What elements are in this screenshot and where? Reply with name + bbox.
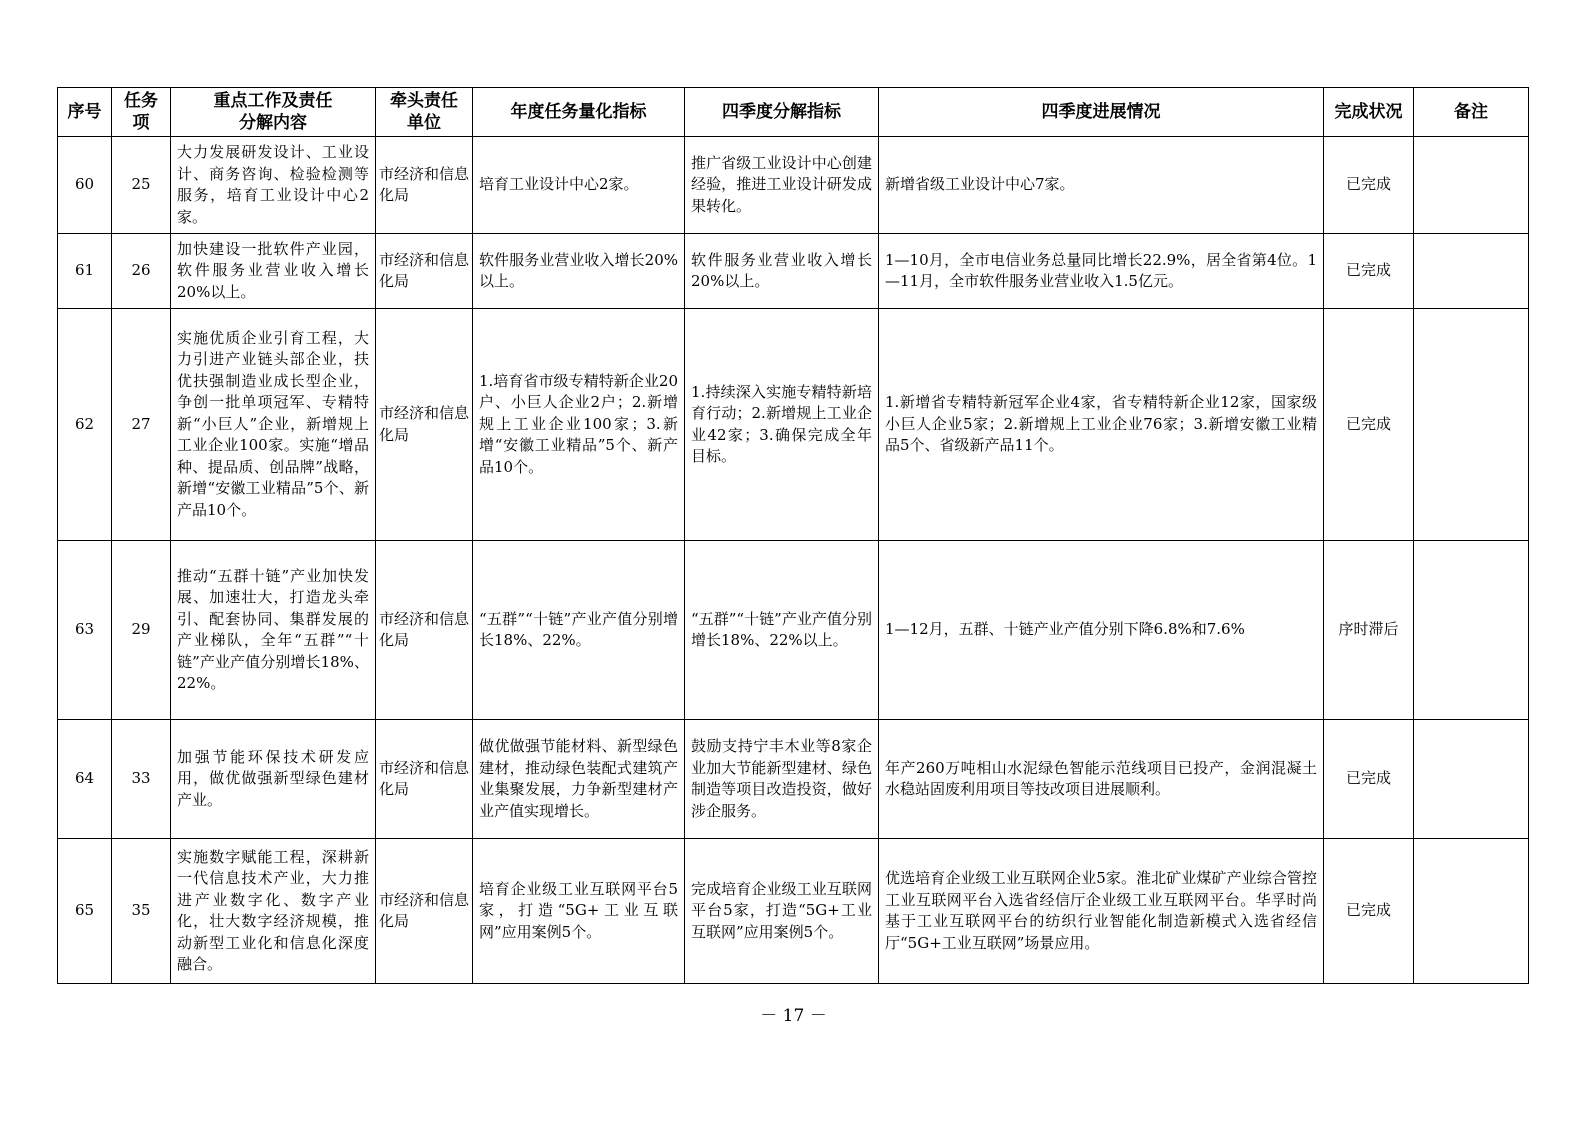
cell-key-work: 加快建设一批软件产业园，软件服务业营业收入增长20%以上。 <box>171 234 376 309</box>
cell-status: 已完成 <box>1324 137 1414 234</box>
header-task: 任务项 <box>112 88 171 137</box>
header-q4-indicator: 四季度分解指标 <box>685 88 879 137</box>
cell-q4-progress: 1—12月，五群、十链产业产值分别下降6.8%和7.6% <box>879 541 1324 720</box>
table-row <box>58 234 1529 309</box>
cell-task: 29 <box>112 541 171 720</box>
cell-status: 已完成 <box>1324 720 1414 839</box>
progress-table-container <box>57 87 1528 984</box>
cell-q4-progress: 1.新增省专精特新冠军企业4家，省专精特新企业12家，国家级小巨人企业5家；2.新增规上工业企业76家；3.新增安徽工业精品5个、省级新产品11个。 <box>879 309 1324 541</box>
cell-key-work: 加强节能环保技术研发应用，做优做强新型绿色建材产业。 <box>171 720 376 839</box>
cell-remark <box>1414 839 1529 984</box>
page-number: － 17 － <box>760 1006 827 1026</box>
header-remark: 备注 <box>1414 88 1529 137</box>
cell-task: 26 <box>112 234 171 309</box>
cell-q4-progress: 年产260万吨相山水泥绿色智能示范线项目已投产，金润混凝土水稳站固废利用项目等技改项目进展顺利。 <box>879 720 1324 839</box>
cell-seq: 65 <box>58 839 112 984</box>
cell-annual-indicator: 培育工业设计中心2家。 <box>473 137 685 234</box>
cell-q4-indicator: 完成培育企业级工业互联网平台5家，打造“5G+工业互联网”应用案例5个。 <box>685 839 879 984</box>
cell-task: 27 <box>112 309 171 541</box>
cell-annual-indicator: 做优做强节能材料、新型绿色建材，推动绿色装配式建筑产业集聚发展，力争新型建材产业产值实现增长。 <box>473 720 685 839</box>
header-key-work: 重点工作及责任分解内容 <box>171 88 376 137</box>
cell-annual-indicator: 软件服务业营业收入增长20%以上。 <box>473 234 685 309</box>
cell-key-work: 大力发展研发设计、工业设计、商务咨询、检验检测等服务，培育工业设计中心2家。 <box>171 137 376 234</box>
cell-lead-unit: 市经济和信息化局 <box>376 720 473 839</box>
cell-annual-indicator: “五群”“十链”产业产值分别增长18%、22%。 <box>473 541 685 720</box>
cell-q4-indicator: 鼓励支持宁丰木业等8家企业加大节能新型建材、绿色制造等项目改造投资，做好涉企服务。 <box>685 720 879 839</box>
table-row <box>58 839 1529 984</box>
table-row <box>58 541 1529 720</box>
cell-remark <box>1414 137 1529 234</box>
cell-lead-unit: 市经济和信息化局 <box>376 137 473 234</box>
cell-task: 33 <box>112 720 171 839</box>
cell-seq: 63 <box>58 541 112 720</box>
table-row <box>58 720 1529 839</box>
cell-seq: 60 <box>58 137 112 234</box>
cell-status: 已完成 <box>1324 234 1414 309</box>
header-status: 完成状况 <box>1324 88 1414 137</box>
cell-annual-indicator: 1.培育省市级专精特新企业20户、小巨人企业2户；2.新增规上工业企业100家；3.新增“安徽工业精品”5个、新产品10个。 <box>473 309 685 541</box>
cell-lead-unit: 市经济和信息化局 <box>376 234 473 309</box>
header-seq: 序号 <box>58 88 112 137</box>
cell-q4-indicator: 1.持续深入实施专精特新培育行动；2.新增规上工业企业42家；3.确保完成全年目标。 <box>685 309 879 541</box>
cell-key-work: 实施优质企业引育工程，大力引进产业链头部企业，扶优扶强制造业成长型企业，争创一批单项冠军、专精特新“小巨人”企业，新增规上工业企业100家。实施“增品种、提品质、创品牌”战略，新增“安徽工业精品”5个、新产品10个。 <box>171 309 376 541</box>
header-annual-indicator: 年度任务量化指标 <box>473 88 685 137</box>
table-row <box>58 137 1529 234</box>
progress-table <box>57 87 1529 984</box>
header-lead-unit: 牵头责任单位 <box>376 88 473 137</box>
cell-q4-indicator: “五群”“十链”产业产值分别增长18%、22%以上。 <box>685 541 879 720</box>
cell-seq: 61 <box>58 234 112 309</box>
cell-q4-progress: 优选培育企业级工业互联网企业5家。淮北矿业煤矿产业综合管控工业互联网平台入选省经信厅企业级工业互联网平台。华孚时尚基于工业互联网平台的纺织行业智能化制造新模式入选省经信厅“5G+工业互联网”场景应用。 <box>879 839 1324 984</box>
table-row <box>58 309 1529 541</box>
cell-status: 序时滞后 <box>1324 541 1414 720</box>
cell-annual-indicator: 培育企业级工业互联网平台5家，打造“5G+工业互联网”应用案例5个。 <box>473 839 685 984</box>
cell-q4-indicator: 推广省级工业设计中心创建经验，推进工业设计研发成果转化。 <box>685 137 879 234</box>
cell-q4-progress: 新增省级工业设计中心7家。 <box>879 137 1324 234</box>
cell-task: 35 <box>112 839 171 984</box>
header-q4-progress: 四季度进展情况 <box>879 88 1324 137</box>
cell-remark <box>1414 541 1529 720</box>
cell-seq: 64 <box>58 720 112 839</box>
cell-lead-unit: 市经济和信息化局 <box>376 309 473 541</box>
cell-key-work: 实施数字赋能工程，深耕新一代信息技术产业，大力推进产业数字化、数字产业化，壮大数字经济规模，推动新型工业化和信息化深度融合。 <box>171 839 376 984</box>
cell-status: 已完成 <box>1324 839 1414 984</box>
table-header-row <box>58 88 1529 137</box>
cell-remark <box>1414 234 1529 309</box>
cell-lead-unit: 市经济和信息化局 <box>376 541 473 720</box>
cell-task: 25 <box>112 137 171 234</box>
cell-seq: 62 <box>58 309 112 541</box>
cell-key-work: 推动“五群十链”产业加快发展、加速壮大，打造龙头牵引、配套协同、集群发展的产业梯队，全年“五群”“十链”产业产值分别增长18%、22%。 <box>171 541 376 720</box>
cell-remark <box>1414 720 1529 839</box>
cell-status: 已完成 <box>1324 309 1414 541</box>
cell-q4-indicator: 软件服务业营业收入增长20%以上。 <box>685 234 879 309</box>
cell-lead-unit: 市经济和信息化局 <box>376 839 473 984</box>
cell-remark <box>1414 309 1529 541</box>
cell-q4-progress: 1—10月，全市电信业务总量同比增长22.9%，居全省第4位。1—11月，全市软件服务业营业收入1.5亿元。 <box>879 234 1324 309</box>
